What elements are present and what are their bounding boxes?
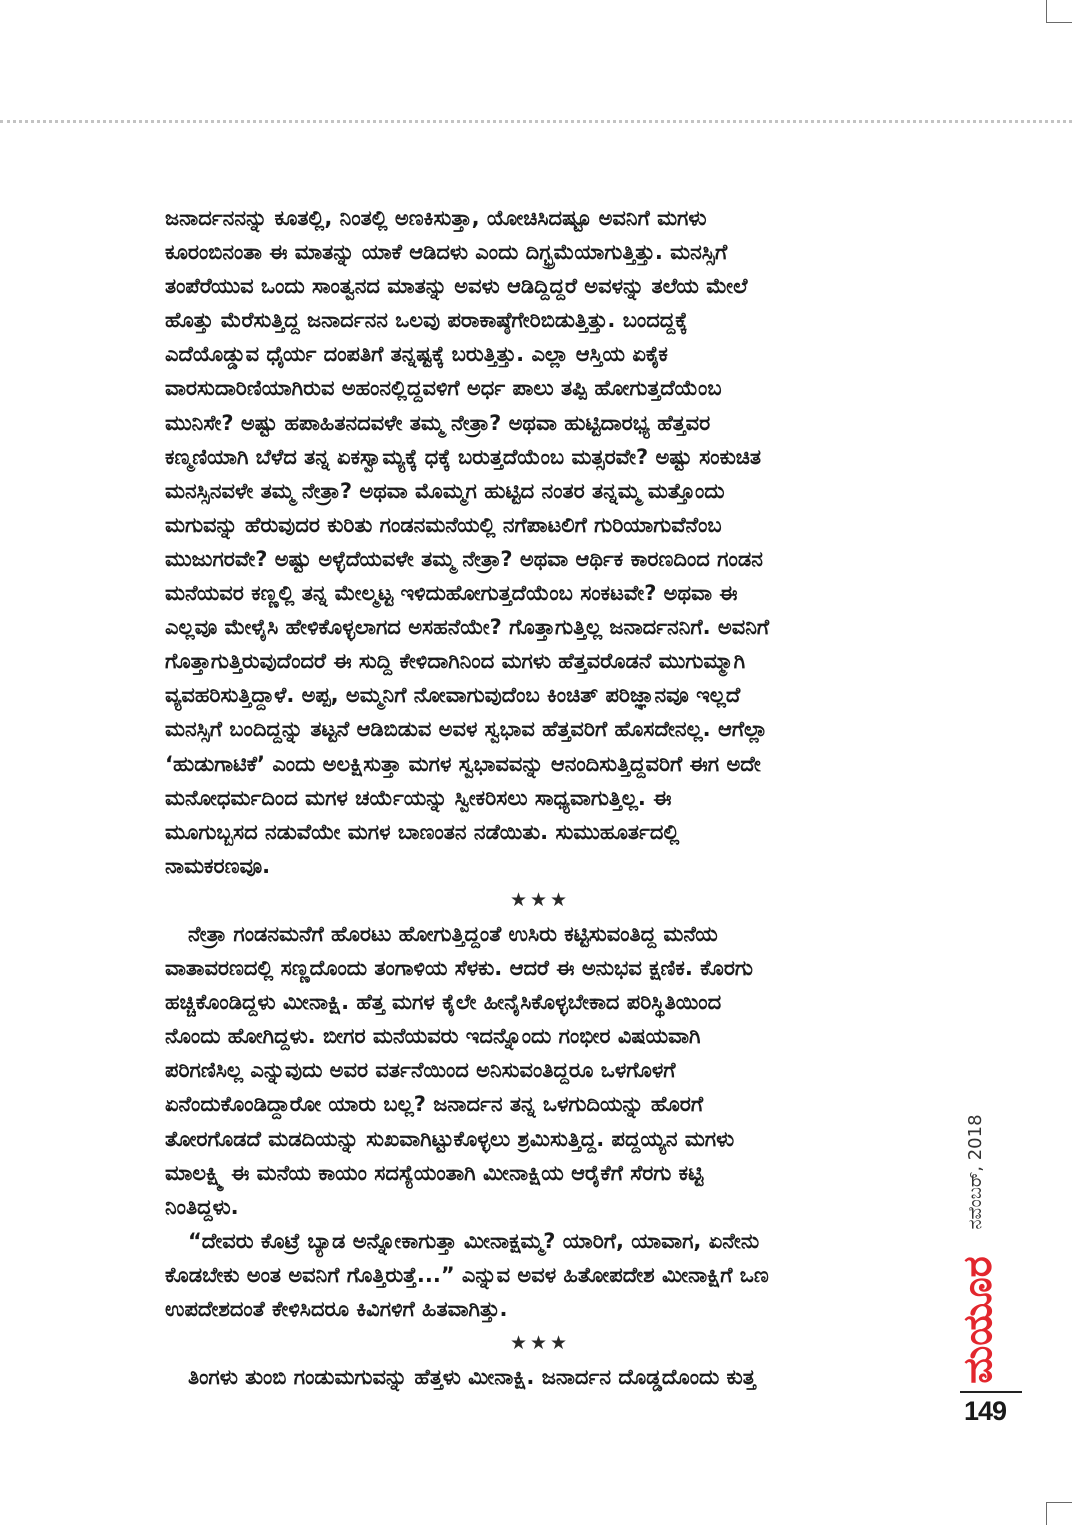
crop-mark-top-horizontal (1046, 22, 1072, 23)
text-line: ತಿಂಗಳು ತುಂಬಿ ಗಂಡುಮಗುವನ್ನು ಹೆತ್ತಳು ಮೀನಾಕ್ಷಿ. ಜನಾರ್ದನ ದೊಡ್ಡದೊಂದು ಕುತ್ತ (188, 1365, 756, 1390)
text-line: ನಾಮಕರಣವೂ. (165, 853, 271, 878)
text-line: ಮೂಗುಬ್ಬಸದ ನಡುವೆಯೇ ಮಗಳ ಬಾಣಂತನ ನಡೆಯಿತು. ಸುಮುಹೂರ್ತದಲ್ಲಿ (165, 819, 680, 844)
crop-mark-bottom-horizontal (1046, 1502, 1072, 1503)
text-line: ವ್ಯವಹರಿಸುತ್ತಿದ್ದಾಳೆ. ಅಪ್ಪ, ಅಮ್ಮನಿಗೆ ನೋವಾಗುವುದೆಂಬ ಕಿಂಚಿತ್ ಪರಿಜ್ಞಾನವೂ ಇಲ್ಲದೆ (165, 683, 741, 708)
text-line: ಗೊತ್ತಾಗುತ್ತಿರುವುದೆಂದರೆ ಈ ಸುದ್ದಿ ಕೇಳಿದಾಗಿನಿಂದ ಮಗಳು ಹೆತ್ತವರೊಡನೆ ಮುಗುಮ್ಮಾಗಿ (165, 649, 746, 674)
text-line: ಪರಿಗಣಿಸಿಲ್ಲ ಎನ್ನುವುದು ಅವರ ವರ್ತನೆಯಿಂದ ಅನಿಸುವಂತಿದ್ದರೂ ಒಳಗೊಳಗೆ (165, 1058, 676, 1083)
text-line: ಕಣ್ಮಣಿಯಾಗಿ ಬೆಳೆದ ತನ್ನ ಏಕಸ್ವಾಮ್ಯಕ್ಕೆ ಧಕ್ಕೆ ಬರುತ್ತದೆಯೆಂಬ ಮತ್ಸರವೇ? ಅಷ್ಟು ಸಂಕುಚಿತ (165, 444, 761, 469)
text-line: ಕೂರಂಬಿನಂತಾ ಈ ಮಾತನ್ನು ಯಾಕೆ ಆಡಿದಳು ಎಂದು ದಿಗ್ಭ್ರಮೆಯಾಗುತ್ತಿತ್ತು. ಮನಸ್ಸಿಗೆ (165, 240, 728, 265)
text-line: ತಂಪೆರೆಯುವ ಒಂದು ಸಾಂತ್ವನದ ಮಾತನ್ನು ಅವಳು ಆಡಿದ್ದಿದ್ದರೆ ಅವಳನ್ನು ತಲೆಯ ಮೇಲೆ (165, 274, 748, 299)
paragraph (165, 1360, 955, 1394)
text-line: ಎದೆಯೊಡ್ಡುವ ಧೈರ್ಯ ದಂಪತಿಗೆ ತನ್ನಷ್ಟಕ್ಕೆ ಬರುತ್ತಿತ್ತು. ಎಲ್ಲಾ ಆಸ್ತಿಯ ಏಕೈಕ (165, 342, 668, 367)
text-line: ಕೊಡಬೇಕು ಅಂತ ಅವನಿಗೆ ಗೊತ್ತಿರುತ್ತೆ...” ಎನ್ನುವ ಅವಳ ಹಿತೋಪದೇಶ ಮೀನಾಕ್ಷಿಗೆ ಒಣ (165, 1262, 769, 1287)
issue-date: ನವೆಂಬರ್, 2018 (965, 1114, 986, 1230)
text-line: ಹಚ್ಚಿಕೊಂಡಿದ್ದಳು ಮೀನಾಕ್ಷಿ. ಹೆತ್ತ ಮಗಳ ಕೈಲೇ ಹೀನೈಸಿಕೊಳ್ಳಬೇಕಾದ ಪರಿಸ್ಥಿತಿಯಿಂದ (165, 990, 722, 1015)
page-number-rule (960, 1391, 1022, 1393)
text-line: ಮನೋಧರ್ಮದಿಂದ ಮಗಳ ಚರ್ಯೆಯನ್ನು ಸ್ವೀಕರಿಸಲು ಸಾಧ್ಯವಾಗುತ್ತಿಲ್ಲ. ಈ (165, 785, 672, 810)
dotted-divider (0, 120, 1072, 123)
text-line: ಹೊತ್ತು ಮೆರೆಸುತ್ತಿದ್ದ ಜನಾರ್ದನನ ಒಲವು ಪರಾಕಾಷ್ಠೆಗೇರಿಬಿಡುತ್ತಿತ್ತು. ಬಂದದ್ದಕ್ಕೆ (165, 308, 688, 333)
text-line: ಜನಾರ್ದನನನ್ನು ಕೂತಲ್ಲಿ, ನಿಂತಲ್ಲಿ ಅಣಕಿಸುತ್ತಾ, ಯೋಚಿಸಿದಷ್ಟೂ ಅವನಿಗೆ ಮಗಳು (165, 206, 707, 230)
crop-mark-top-vertical (1046, 0, 1047, 22)
crop-mark-bottom-vertical (1046, 1502, 1047, 1525)
text-line: ‘ಹುಡುಗಾಟಿಕೆ’ ಎಂದು ಅಲಕ್ಷಿಸುತ್ತಾ ಮಗಳ ಸ್ವಭಾವವನ್ನು ಆನಂದಿಸುತ್ತಿದ್ದವರಿಗೆ ಈಗ ಅದೇ (165, 751, 761, 776)
section-break: ★★★ (509, 888, 571, 911)
text-line: ನೊಂದು ಹೋಗಿದ್ದಳು. ಬೀಗರ ಮನೆಯವರು ಇದನ್ನೊಂದು ಗಂಭೀರ ವಿಷಯವಾಗಿ (165, 1024, 701, 1049)
text-line: ಮುಜುಗರವೇ? ಅಷ್ಟು ಅಳ್ಳೆದೆಯವಳೇ ತಮ್ಮ ನೇತ್ರಾ? ಅಥವಾ ಆರ್ಥಿಕ ಕಾರಣದಿಂದ ಗಂಡನ (165, 546, 763, 571)
text-line: ಮನಸ್ಸಿಗೆ ಬಂದಿದ್ದನ್ನು ತಟ್ಟನೆ ಆಡಿಬಿಡುವ ಅವಳ ಸ್ವಭಾವ ಹೆತ್ತವರಿಗೆ ಹೊಸದೇನಲ್ಲ. ಆಗೆಲ್ಲಾ (165, 717, 768, 742)
text-line: ಮುನಿಸೇ? ಅಷ್ಟು ಹಪಾಹಿತನದವಳೇ ತಮ್ಮ ನೇತ್ರಾ? ಅಥವಾ ಹುಟ್ಟಿದಾರಭ್ಯ ಹೆತ್ತವರ (165, 410, 711, 435)
article-body (165, 201, 955, 1401)
text-line: “ದೇವರು ಕೊಟ್ರೆ ಬ್ಯಾಡ ಅನ್ನೋಕಾಗುತ್ತಾ ಮೀನಾಕ್ಷಮ್ಮ? ಯಾರಿಗೆ, ಯಾವಾಗ, ಏನೇನು (188, 1228, 760, 1253)
text-line: ಮನಸ್ಸಿನವಳೇ ತಮ್ಮ ನೇತ್ರಾ? ಅಥವಾ ಮೊಮ್ಮಗ ಹುಟ್ಟಿದ ನಂತರ ತನ್ನಮ್ಮ ಮತ್ತೊಂದು (165, 478, 725, 503)
section-break: ★★★ (509, 1332, 571, 1355)
text-line: ಮಗುವನ್ನು ಹೆರುವುದರ ಕುರಿತು ಗಂಡನಮನೆಯಲ್ಲಿ ನಗೆಪಾಟಲಿಗೆ ಗುರಿಯಾಗುವೆನೆಂಬ (165, 512, 722, 537)
text-line: ನಿಂತಿದ್ದಳು. (165, 1194, 239, 1219)
magazine-logo: ಮಯೂರ (955, 1256, 1001, 1384)
text-line: ಎಲ್ಲವೂ ಮೇಳೈಸಿ ಹೇಳಿಕೊಳ್ಳಲಾಗದ ಅಸಹನೆಯೇ? ಗೊತ್ತಾಗುತ್ತಿಲ್ಲ ಜನಾರ್ದನನಿಗೆ. ಅವನಿಗೆ (165, 615, 770, 640)
text-line: ವಾರಸುದಾರಿಣಿಯಾಗಿರುವ ಅಹಂನಲ್ಲಿದ್ದವಳಿಗೆ ಅರ್ಧ ಪಾಲು ತಪ್ಪಿ ಹೋಗುತ್ತದೆಯೆಂಬ (165, 376, 722, 401)
text-line: ಮನೆಯವರ ಕಣ್ಣಲ್ಲಿ ತನ್ನ ಮೇಲ್ಮಟ್ಟ ಇಳಿದುಹೋಗುತ್ತದೆಯೆಂಬ ಸಂಕಟವೇ? ಅಥವಾ ಈ (165, 581, 738, 606)
text-line: ನೇತ್ರಾ ಗಂಡನಮನೆಗೆ ಹೊರಟು ಹೋಗುತ್ತಿದ್ದಂತೆ ಉಸಿರು ಕಟ್ಟಿಸುವಂತಿದ್ದ ಮನೆಯ (188, 921, 718, 946)
text-line: ಮಾಲಕ್ಷ್ಮಿ ಈ ಮನೆಯ ಕಾಯಂ ಸದಸ್ಯೆಯಂತಾಗಿ ಮೀನಾಕ್ಷಿಯ ಆರೈಕೆಗೆ ಸೆರಗು ಕಟ್ಟಿ (165, 1160, 704, 1185)
text-line: ತೋರಗೊಡದೆ ಮಡದಿಯನ್ನು ಸುಖವಾಗಿಟ್ಟುಕೊಳ್ಳಲು ಶ್ರಮಿಸುತ್ತಿದ್ದ. ಪದ್ದಯ್ಯನ ಮಗಳು (165, 1126, 735, 1151)
paragraph (165, 1224, 955, 1326)
page-number: 149 (963, 1396, 1007, 1426)
text-line: ವಾತಾವರಣದಲ್ಲಿ ಸಣ್ಣದೊಂದು ತಂಗಾಳಿಯ ಸೆಳಕು. ಆದರೆ ಈ ಅನುಭವ ಕ್ಷಣಿಕ. ಕೊರಗು (165, 956, 753, 981)
text-line: ಏನೆಂದುಕೊಂಡಿದ್ದಾರೋ ಯಾರು ಬಲ್ಲ? ಜನಾರ್ದನ ತನ್ನ ಒಳಗುದಿಯನ್ನು ಹೊರಗೆ (165, 1092, 704, 1117)
text-line: ಉಪದೇಶದಂತೆ ಕೇಳಿಸಿದರೂ ಕಿವಿಗಳಿಗೆ ಹಿತವಾಗಿತ್ತು. (165, 1297, 508, 1321)
paragraph (165, 201, 955, 883)
paragraph (165, 917, 955, 1224)
